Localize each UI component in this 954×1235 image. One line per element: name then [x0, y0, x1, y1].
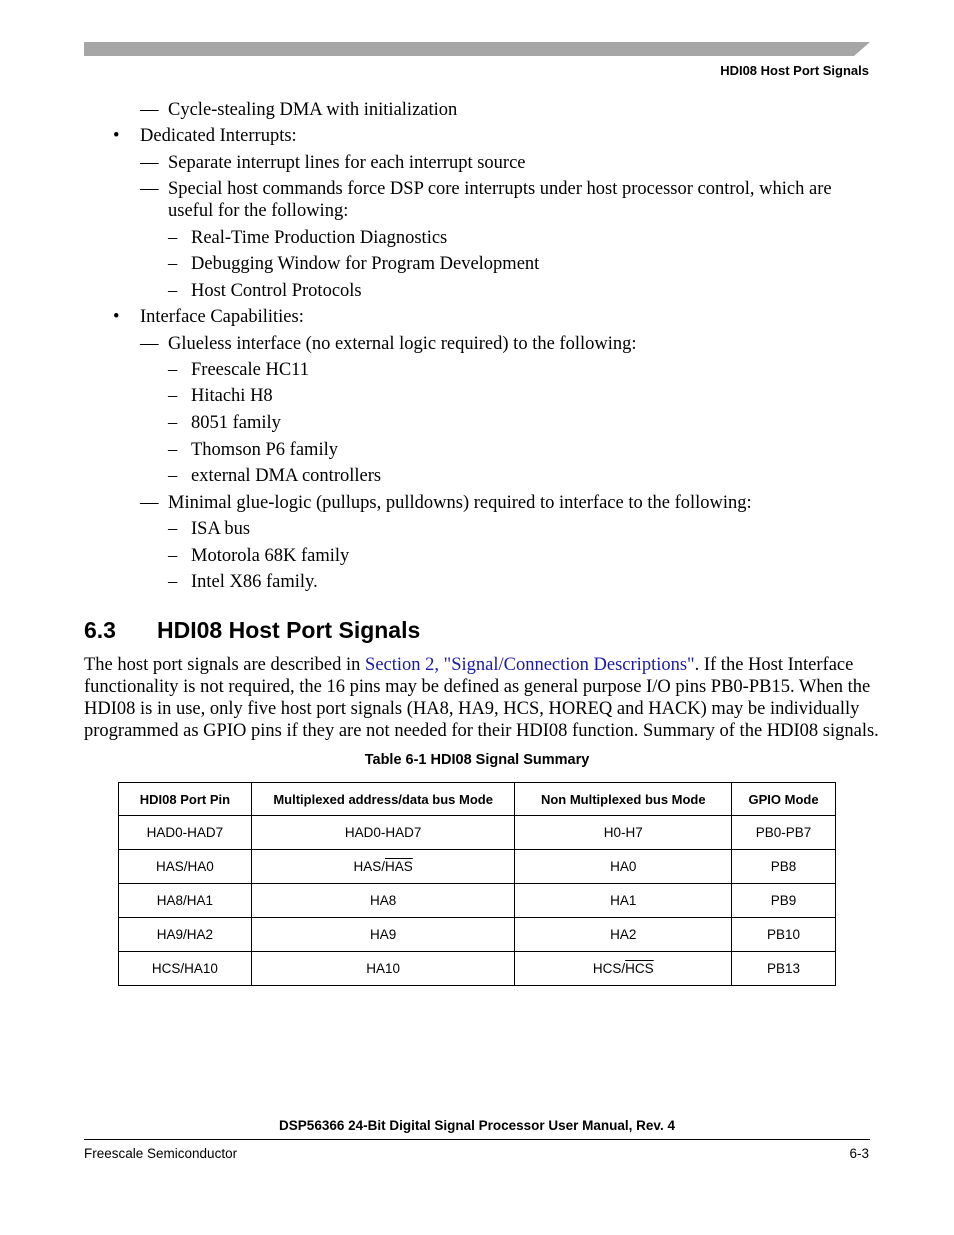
mux-mode-cell: HAS/$\overline{HAS}$ [251, 850, 515, 884]
gpio-mode-cell: PB8 [732, 850, 836, 884]
list-item: Interface Capabilities: [140, 307, 304, 327]
gpio-mode-cell: PB10 [732, 918, 836, 952]
list-marker: – [168, 519, 178, 539]
section-title: HDI08 Host Port Signals [157, 617, 421, 643]
paragraph-line: HDI08 is in use, only five host port signals (HA8, HA9, HCS, HOREQ and HACK) may be individually [84, 699, 860, 719]
list-marker: – [168, 281, 178, 301]
bullet-marker: • [113, 307, 120, 327]
list-item: ISA bus [191, 519, 251, 539]
table-row [119, 884, 836, 918]
list-marker: – [168, 254, 178, 274]
section-number: 6.3 [84, 617, 116, 643]
list-marker: – [168, 546, 178, 566]
nonmux-mode-cell: HA1 [515, 884, 732, 918]
column-header: GPIO Mode [732, 783, 836, 816]
table-row [119, 850, 836, 884]
port-pin-cell: HAD0-HAD7 [119, 816, 252, 850]
list-item: Thomson P6 family [191, 440, 338, 460]
nonmux-mode-cell: H0-H7 [515, 816, 732, 850]
paragraph-line: functionality is not required, the 16 pins may be defined as general purpose I/O pins PB0-PB15. When the [84, 677, 871, 697]
paragraph-text: The host port signals are described in [84, 655, 366, 675]
list-item: Intel X86 family. [191, 572, 318, 592]
list-marker: – [168, 466, 178, 486]
list-item: Special host commands force DSP core interrupts under host processor control, which are [168, 179, 832, 199]
column-header: Non Multiplexed bus Mode [515, 783, 732, 816]
column-header: Multiplexed address/data bus Mode [251, 783, 515, 816]
running-head-title: HDI08 Host Port Signals [720, 63, 869, 78]
list-item: Dedicated Interrupts: [140, 126, 297, 146]
column-header: HDI08 Port Pin [119, 783, 252, 816]
list-marker: – [168, 386, 178, 406]
list-item: Real-Time Production Diagnostics [191, 228, 448, 248]
paragraph-text: . If the Host Interface [694, 655, 854, 675]
list-item-continuation: useful for the following: [168, 201, 349, 221]
list-marker: – [168, 440, 178, 460]
table-row [119, 816, 836, 850]
nonmux-mode-cell: HA2 [515, 918, 732, 952]
list-marker: – [168, 572, 178, 592]
port-pin-cell: HCS/HA10 [119, 952, 252, 986]
body-paragraph [84, 654, 879, 742]
list-item: Debugging Window for Program Development [191, 254, 540, 274]
list-item: Freescale HC11 [191, 360, 309, 380]
list-marker: – [168, 228, 178, 248]
section-2-link[interactable]: Section 2, "Signal/Connection Descriptions" [365, 655, 695, 675]
list-item: Glueless interface (no external logic required) to the following: [168, 334, 637, 354]
table-caption: Table 6-1 HDI08 Signal Summary [364, 752, 590, 768]
nonmux-mode-cell: HCS/$\overline{HCS}$ [515, 952, 732, 986]
list-item: Host Control Protocols [191, 281, 362, 301]
page-number: 6-3 [849, 1146, 869, 1161]
active-low-signal: $\overline{HCS}$ [625, 961, 654, 976]
list-marker: — [140, 153, 159, 173]
nonmux-mode-cell: HA0 [515, 850, 732, 884]
mux-mode-cell: HA8 [251, 884, 515, 918]
gpio-mode-cell: PB9 [732, 884, 836, 918]
list-marker: – [168, 360, 178, 380]
mux-mode-cell: HA10 [251, 952, 515, 986]
list-marker: — [140, 493, 159, 513]
list-item: Hitachi H8 [191, 386, 273, 406]
bullet-marker: • [113, 126, 120, 146]
footer-divider [84, 1139, 870, 1140]
footer-manual-title: DSP56366 24-Bit Digital Signal Processor User Manual, Rev. 4 [279, 1118, 675, 1133]
gpio-mode-cell: PB13 [732, 952, 836, 986]
port-pin-cell: HA9/HA2 [119, 918, 252, 952]
mux-mode-cell: HAD0-HAD7 [251, 816, 515, 850]
list-marker: — [140, 100, 159, 120]
gpio-mode-cell: PB0-PB7 [732, 816, 836, 850]
list-marker: – [168, 413, 178, 433]
list-item: Minimal glue-logic (pullups, pulldowns) required to interface to the following: [168, 493, 752, 513]
list-item: Cycle-stealing DMA with initialization [168, 100, 458, 120]
paragraph-line: programmed as GPIO pins if they are not needed for their HDI08 function. Summary of the HDI08 signals. [84, 721, 879, 741]
list-item: Motorola 68K family [191, 546, 350, 566]
list-item: 8051 family [191, 413, 281, 433]
active-low-signal: $\overline{HAS}$ [385, 859, 413, 874]
list-marker: — [140, 179, 159, 199]
header-bar [84, 42, 870, 56]
table-row [119, 918, 836, 952]
paragraph-line [84, 654, 874, 676]
port-pin-cell: HA8/HA1 [119, 884, 252, 918]
list-item: Separate interrupt lines for each interrupt source [168, 153, 526, 173]
mux-mode-cell: HA9 [251, 918, 515, 952]
table-header-row [119, 783, 836, 816]
list-item: external DMA controllers [191, 466, 382, 486]
table-row [119, 952, 836, 986]
footer-company: Freescale Semiconductor [84, 1146, 238, 1161]
port-pin-cell: HAS/HA0 [119, 850, 252, 884]
list-marker: — [140, 334, 159, 354]
signal-summary-table [118, 782, 836, 986]
